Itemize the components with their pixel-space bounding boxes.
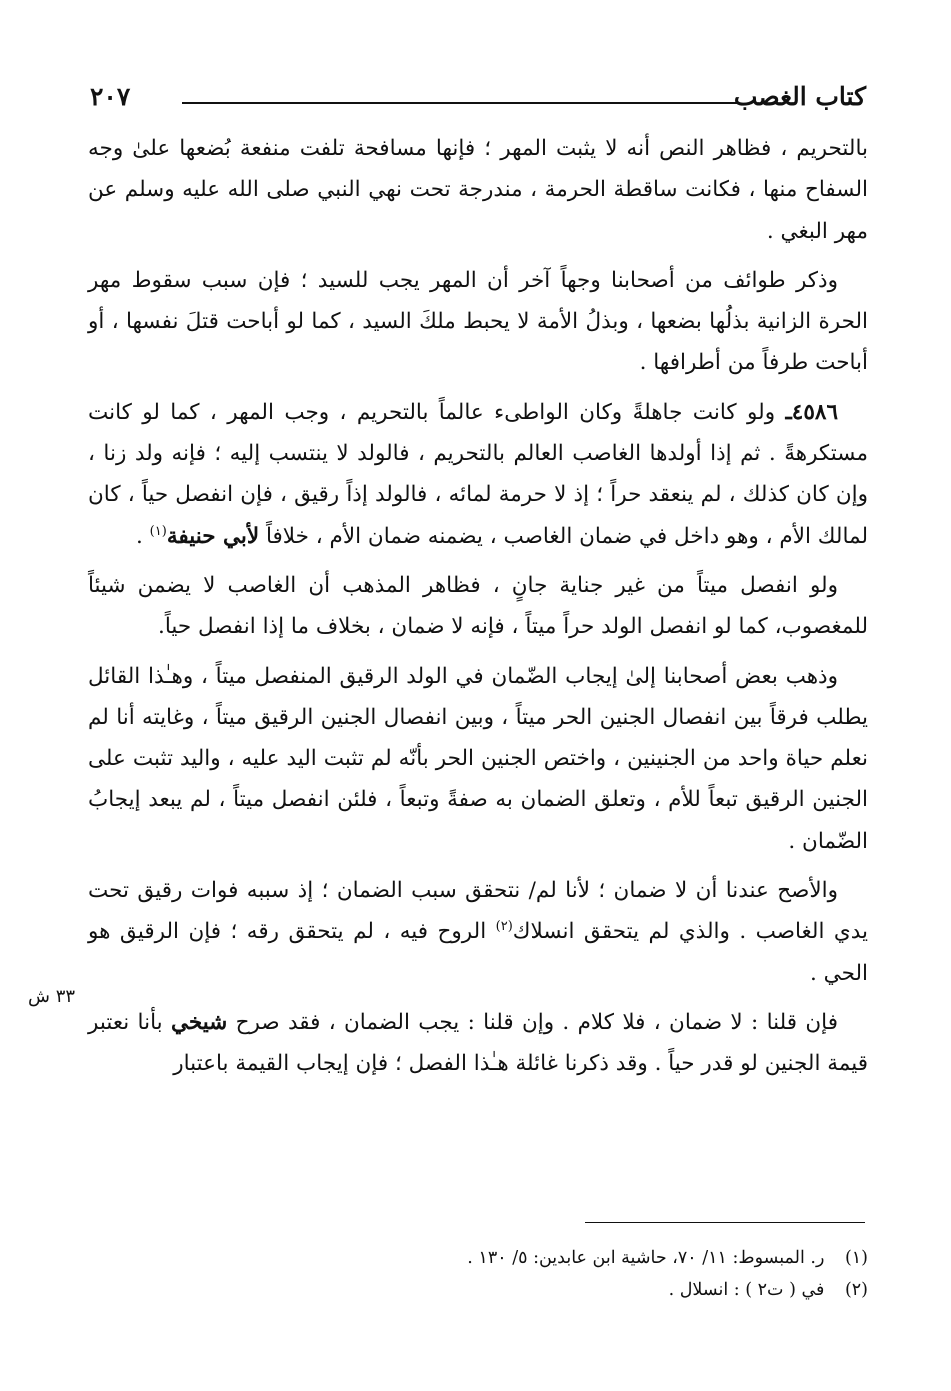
footnotes [88,1242,868,1306]
paragraph-text: والأصح عندنا أن لا ضمان ؛ لأنا لم/ نتحقق سبب الضمان ؛ إذ سببه فوات رقيق تحت يدي الغاصب . والذي لم يتحقق انسلاك [88,878,868,945]
footnote-text: ر. المبسوط: ١١/ ٧٠، حاشية ابن عابدين: ٥/ ١٣٠ . [467,1248,825,1268]
paragraph-end: . [136,523,150,549]
paragraph-2 [88,260,868,384]
scholar-name: لأبي حنيفة [166,523,260,549]
page-number: ٢٠٧ [90,82,131,111]
paragraph-4 [88,565,868,648]
paragraph-text: وذكر طوائف من أصحابنا وجهاً آخر أن المهر يجب للسيد ؛ فإن سبب سقوط مهر الحرة الزانية بذلُها بضعها ، وبذلُ الأمة لا يحبط ملكَ السيد ، كما لو أباحت قتلَ نفسها ، أو أباحت طرفاً من أطرافها . [88,267,868,376]
chapter-title: كتاب الغصب [733,82,866,111]
footnote-text: في ( ت٢ ) : انسلال . [668,1280,825,1300]
running-header [90,80,866,120]
paragraph-text-tail: بأنا نعتبر قيمة الجنين لو قدر حياً . وقد ذكرنا غائلة هـٰذا الفصل ؛ فإن إيجاب القيمة باعتبار [88,1009,868,1077]
paragraph-text: ولو كانت جاهلةً وكان الواطىء عالماً بالتحريم ، وجب المهر ، كما لو كانت مستكرهةً . ثم إذا أولدها الغاصب العالم بالتحريم ، فالولد لا ينتسب إليه ؛ فإنه ولد زنا ، وإن كان كذلك ، لم ينعقد حراً ؛ إذ لا حرمة لمائه ، فالولد إذاً رقيق ، فإن انفصل حياً ، كان لمالك الأم ، وهو داخل في ضمان الغاصب ، يضمنه ضمان الأم ، [88,399,868,549]
footnote-ref-1: (١) [149,523,167,539]
header-rule [182,102,738,104]
main-text [88,128,868,1093]
scholar-name: شيخي [170,1009,228,1035]
paragraph-number: ٤٥٨٦ـ [785,399,838,425]
paragraph-6 [88,870,868,994]
paragraph-text-tail: الروح فيه ، لم يتحقق رقه ؛ فإن الرقيق هو الحي . [88,919,868,986]
paragraph-text: فإن قلنا : لا ضمان ، فلا كلام . وإن قلنا : يجب الضمان ، فقد صرح [227,1009,838,1035]
manuscript-folio-marker: ٣٣ ش [28,986,76,1007]
paragraph-5 [88,656,868,862]
footnote-divider [585,1222,865,1223]
footnote-1 [88,1242,868,1274]
paragraph-text: وذهب بعض أصحابنا إلىٰ إيجاب الضّمان في الولد الرقيق المنفصل ميتاً ، وهـٰذا القائل يطلب فرقاً بين انفصال الجنين الحر ميتاً ، وبين انفصال الجنين الرقيق ميتاً ، وغايته أنا لم نعلم حياة واحد من الجنينين ، واختص الجنين الحر بأنّه لم تثبت اليد عليه ، واليد تثبت على الجنين الرقيق تبعاً للأم ، وتعلق الضمان به صفةً وتبعاً ، فلئن انفصل ميتاً ، لم يبعد إيجابُ الضّمان . [88,663,868,854]
footnote-ref-2: (٢) [495,919,513,935]
footnote-number: (١) [844,1248,868,1268]
footnote-number: (٢) [844,1280,868,1300]
footnote-2 [88,1274,868,1306]
paragraph-text: بالتحريم ، فظاهر النص أنه لا يثبت المهر ؛ فإنها مسافحة تلفت منفعة بُضعها علىٰ وجه السفاح منها ، فكانت ساقطة الحرمة ، مندرجة تحت نهي النبي صلى الله عليه وسلم عن مهر البغي . [88,136,868,244]
paragraph-7 [88,1002,868,1085]
paragraph-text: ولو انفصل ميتاً من غير جناية جانٍ ، فظاهر المذهب أن الغاصب لا يضمن شيئاً للمغصوب، كما لو انفصل الولد حراً ميتاً ، فإنه لا ضمان ، بخلاف ما إذا انفصل حياً. [88,572,868,640]
paragraph-1 [88,128,868,252]
paragraph-text-tail: خلافاً [259,523,309,549]
paragraph-3 [88,392,868,557]
